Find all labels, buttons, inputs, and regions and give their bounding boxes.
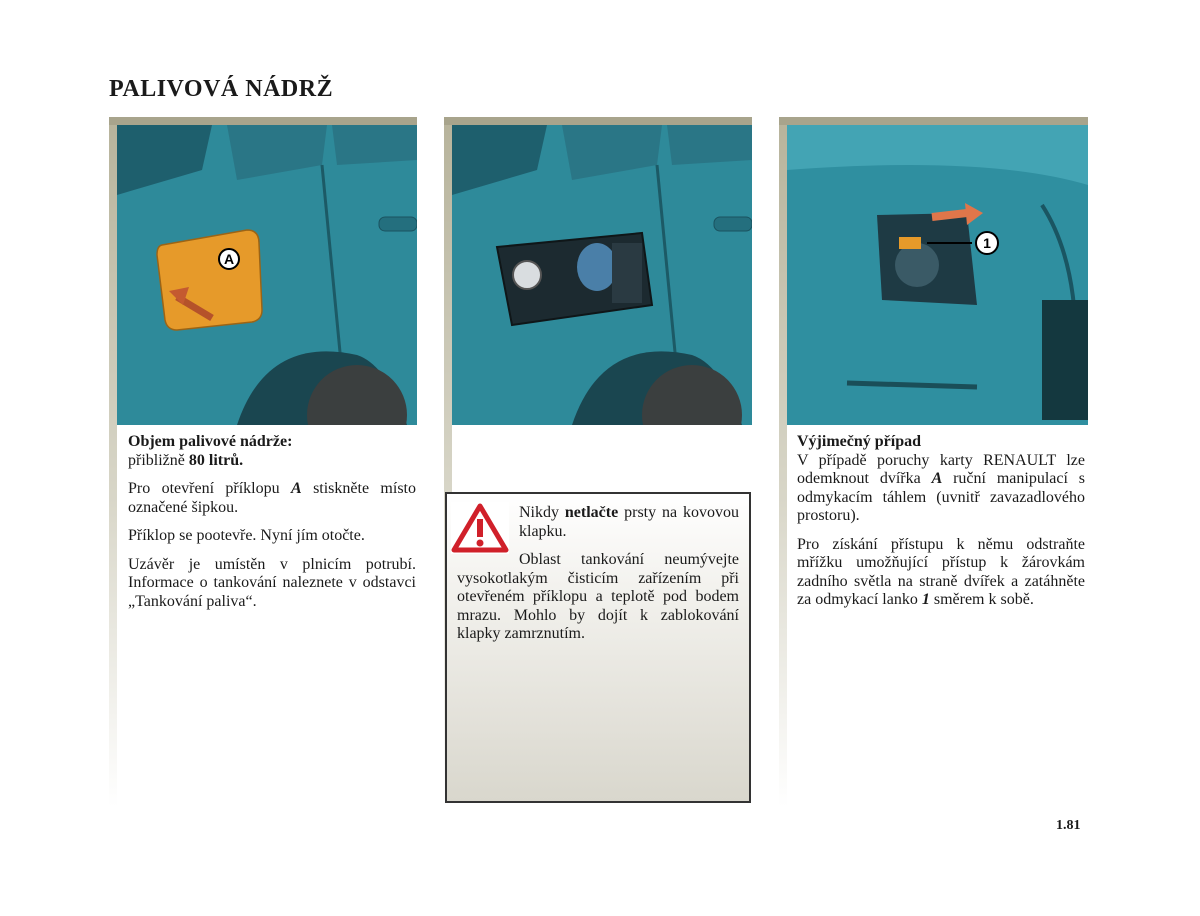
access-instructions: Pro získání přístupu k němu odstraňte mřížku umožňující přístup k žárovkám zadního světla na straně dvířek a zatáhněte za odmykací lanko 1 směrem k sobě.: [797, 535, 1085, 608]
label-1: 1: [983, 235, 991, 251]
warning-line-2: Oblast tankování neumývejte vysokotlakým čisticím zařízením při otevřeném příklopu a teplotě pod bodem mrazu. Mohlo by dojít k zablokování klapky zamrznutím.: [457, 551, 739, 642]
column-3-text: Výjimečný případ V případě poruchy karty RENAULT lze odemknout dvířka A ruční manipulací s odmykacím táhlem (uvnitř zavazadlového prostoru). Pro získání přístupu k němu odstraňte mřížku umožňující přístup k žárovkám zadního světla na straně dvířek a zatáhněte za odmykací lanko 1 směrem k sobě.: [797, 433, 1085, 608]
page-title: PALIVOVÁ NÁDRŽ: [109, 76, 334, 102]
capacity-heading: Objem palivové nádrže:: [128, 433, 293, 450]
warning-text: [457, 504, 739, 644]
column-1-text: Objem palivové nádrže: přibližně 80 litrů. Pro otevření příklopu A stiskněte místo označené šipkou. Příklop se pootevře. Nyní jím otočte. Uzávěr je umístěn v plnicím potrubí. Informace o tankování naleznete v odstavci „Tankování paliva“.: [128, 433, 416, 610]
column-bar-1: [109, 117, 117, 807]
warning-line-1: Nikdy netlačte prsty na kovovou klapku.: [519, 504, 740, 540]
photo-trunk-release: [787, 125, 1088, 425]
exception-heading: Výjimečný případ: [797, 433, 921, 450]
open-instructions: Pro otevření příklopu A stiskněte místo označené šipkou.: [128, 480, 416, 516]
page-number: 1.81: [1056, 818, 1081, 833]
rotate-instructions: Příklop se pootevře. Nyní jím otočte.: [128, 527, 365, 544]
capacity-value: 80 litrů.: [188, 451, 244, 469]
top-rule-1: [109, 117, 417, 125]
top-rule-3: [779, 117, 1088, 125]
label-A: A: [223, 251, 235, 267]
photo-fuel-flap-open: [452, 125, 752, 425]
cap-info: Uzávěr je umístěn v plnicím potrubí. Informace o tankování naleznete v odstavci „Tankování paliva“.: [128, 555, 416, 610]
column-bar-3: [779, 117, 787, 807]
warning-box: [445, 492, 751, 803]
top-rule-2: [444, 117, 752, 125]
photo-fuel-flap-closed: [117, 125, 417, 425]
